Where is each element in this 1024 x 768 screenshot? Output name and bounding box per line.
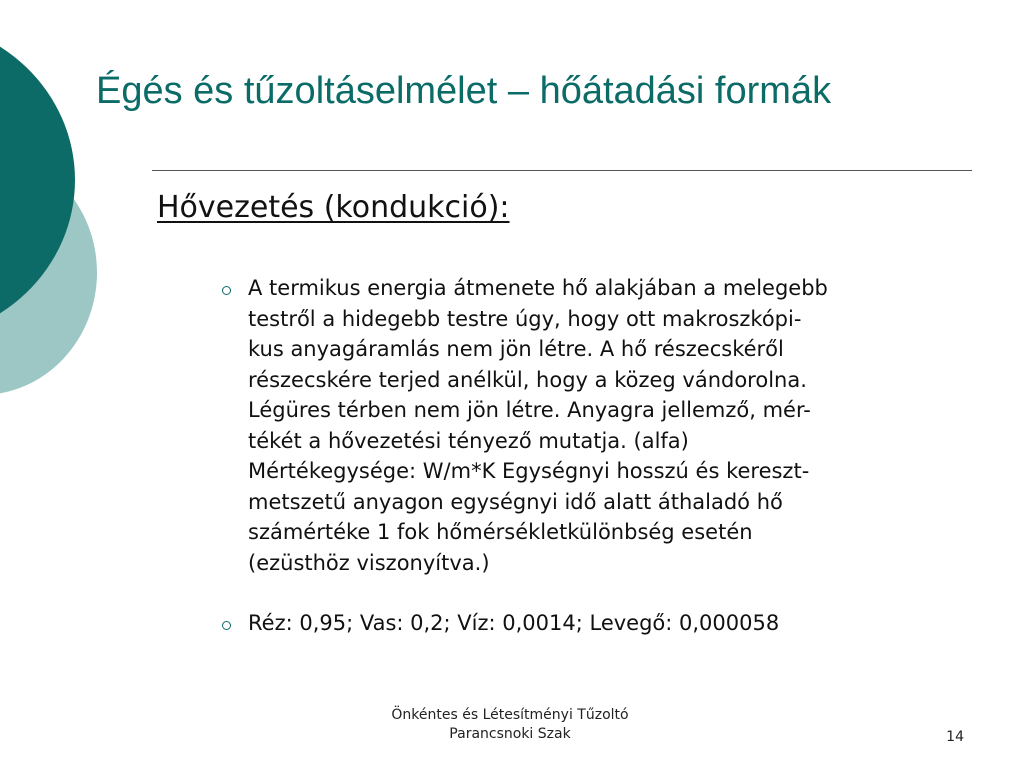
bullet-item-values: [220, 608, 980, 639]
bullet-item-definition: [220, 273, 980, 578]
bullet-text-line: részecskére terjed anélkül, hogy a közeg vándorolna.: [248, 367, 807, 392]
bullet-text-line: testről a hidegebb testre úgy, hogy ott makroszkópi-: [248, 306, 802, 331]
footer-course-name: [340, 706, 680, 744]
section-heading: Hővezetés (kondukció):: [157, 190, 510, 225]
bullet-list: [220, 273, 980, 669]
hollow-circle-bullet-icon: [222, 286, 231, 295]
title-divider: [152, 170, 972, 171]
bullet-text-line: tékét a hővezetési tényező mutatja. (alfa): [248, 428, 689, 453]
slide-title: Égés és tűzoltáselmélet – hőátadási formák: [96, 70, 832, 112]
bullet-text-line: metszetű anyagon egységnyi idő alatt áthaladó hő: [248, 489, 783, 514]
footer-line: Parancsnoki Szak: [449, 726, 571, 742]
bullet-text-line: számértéke 1 fok hőmérsékletkülönbség esetén: [248, 520, 753, 544]
page-number: 14: [946, 729, 964, 745]
bullet-text-line: Réz: 0,95; Vas: 0,2; Víz: 0,0014; Levegő: 0,000058: [248, 611, 780, 635]
bullet-text-line: A termikus energia átmenete hő alakjában a melegebb: [248, 276, 828, 300]
bullet-text-line: Mértékegysége: W/m*K Egységnyi hosszú és kereszt-: [248, 459, 810, 483]
hollow-circle-bullet-icon: [222, 621, 231, 630]
footer-line: Önkéntes és Létesítményi Tűzoltó: [391, 707, 629, 723]
bullet-text-line: kus anyagáramlás nem jön létre. A hő részecskéről: [248, 337, 784, 361]
bullet-text-line: (ezüsthöz viszonyítva.): [248, 550, 490, 575]
bullet-text-line: Légüres térben nem jön létre. Anyagra jellemző, mér-: [248, 398, 811, 422]
